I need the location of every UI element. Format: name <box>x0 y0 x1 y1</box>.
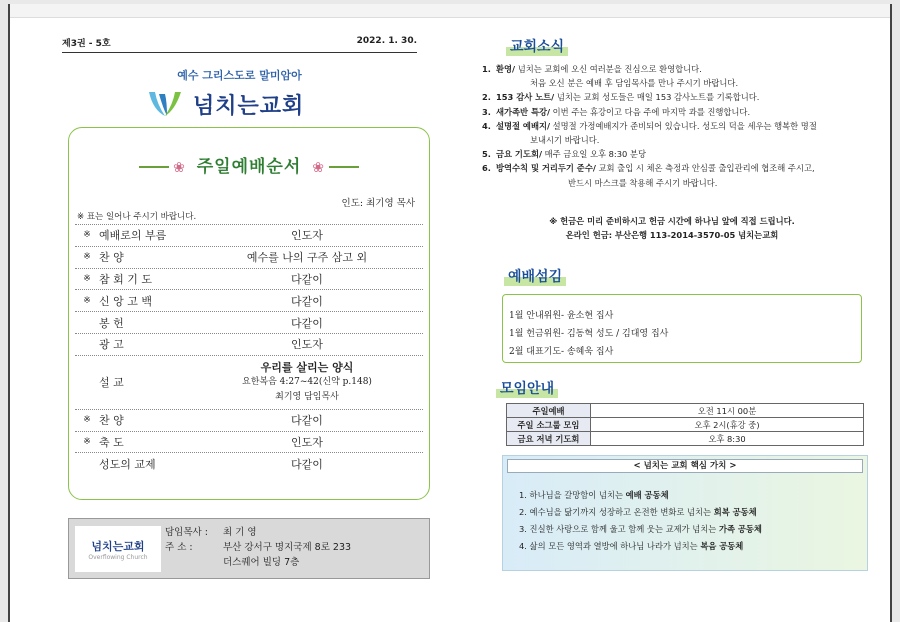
vine-right-icon <box>329 166 359 168</box>
address-label: 주 소 : <box>165 542 193 553</box>
order-item-content: 인도자 <box>291 338 323 352</box>
order-item-name: 신 앙 고 백 <box>99 294 152 308</box>
order-item-name: 성도의 교제 <box>99 457 156 471</box>
order-row <box>75 224 423 246</box>
order-row <box>75 333 423 355</box>
order-row <box>75 268 423 290</box>
vine-left-icon <box>139 166 169 168</box>
news-list <box>482 62 862 190</box>
news-head: 153 감사 노트/ <box>496 92 555 103</box>
address-line <box>165 540 351 555</box>
meetings-title: 모임안내 <box>496 378 558 398</box>
news-num: 1. <box>482 64 491 74</box>
flower-right-icon: ❀ <box>312 160 325 176</box>
order-row <box>75 431 423 453</box>
core-values-box <box>502 455 868 571</box>
order-item-name: 참 회 기 도 <box>99 272 152 286</box>
stand-mark: ※ <box>83 273 91 284</box>
list-item <box>519 538 867 555</box>
worship-order-title-wrap <box>69 152 429 177</box>
news-num: 2. <box>482 92 491 103</box>
order-item-name: 찬 양 <box>99 414 124 428</box>
value-keyword: 가족 공동체 <box>718 524 762 534</box>
stand-mark: ※ <box>83 415 91 426</box>
stand-mark: ※ <box>83 436 91 447</box>
stand-mark: ※ <box>83 252 91 263</box>
standing-note: ※ 표는 일어나 주시기 바랍니다. <box>77 212 197 222</box>
offering-note-1: ※ 헌금은 미리 준비하시고 헌금 시간에 하나님 앞에 직접 드립니다. <box>549 216 795 226</box>
news-text: 넘치는 교회 성도들은 매일 153 감사노트를 기록합니다. <box>556 92 760 103</box>
news-head: 금요 기도회/ <box>496 149 542 160</box>
pastor-line <box>165 525 351 540</box>
volume-number: 제3권 - 5호 <box>62 39 111 49</box>
meeting-name: 주일 소그룹 모임 <box>507 418 591 432</box>
news-head: 새가족반 특강/ <box>496 106 551 117</box>
order-item-content: 다같이 <box>291 457 323 471</box>
bulletin-page <box>8 4 892 622</box>
slogan: 예수 그리스도로 말미암아 <box>177 69 302 82</box>
stand-mark: ※ <box>83 295 91 306</box>
sermon-scripture: 요한복음 4:27~42(신약 p.148) <box>242 376 372 387</box>
duty-title: 예배섬김 <box>504 266 566 286</box>
order-item-content: 다같이 <box>291 272 323 286</box>
value-keyword: 회복 공동체 <box>713 507 757 517</box>
core-values-list <box>519 487 867 555</box>
news-cont: 보내시기 바랍니다. <box>530 135 600 146</box>
table-row <box>507 404 864 418</box>
badge-name: 넘치는교회 <box>91 539 145 553</box>
news-text: 이번 주는 휴강이고 다음 주에 마지막 과를 진행합니다. <box>552 106 751 117</box>
order-item-content: 다같이 <box>291 294 323 308</box>
value-text: 3. 진실한 사랑으로 함께 울고 함께 웃는 교제가 넘치는 <box>519 524 719 534</box>
news-text: 매주 금요일 오후 8:30 분당 <box>544 149 646 160</box>
order-item-name: 축 도 <box>99 435 124 449</box>
flower-left-icon: ❀ <box>173 160 186 176</box>
duty-line: 2월 대표기도- 송혜욱 집사 <box>509 347 614 357</box>
viewer-top-band <box>10 4 890 18</box>
list-item <box>519 504 867 521</box>
news-item <box>482 147 862 161</box>
order-row <box>75 246 423 268</box>
worship-order-title: 주일예배순서 <box>196 157 302 177</box>
order-row <box>75 452 423 474</box>
meeting-name: 주일예배 <box>507 404 591 418</box>
order-item-content: 다같이 <box>291 316 323 330</box>
value-text: 2. 예수님을 닮기까지 성장하고 온전한 변화로 넘치는 <box>519 507 714 517</box>
news-item <box>482 119 862 147</box>
news-item <box>482 161 862 189</box>
order-item-name: 설 교 <box>99 376 124 390</box>
meetings-table <box>506 403 864 446</box>
offering-note <box>482 214 862 242</box>
meeting-time: 오후 8:30 <box>591 432 864 446</box>
news-num: 6. <box>482 163 491 174</box>
duty-line: 1월 헌금위원- 김동혁 성도 / 김대영 집사 <box>509 329 669 339</box>
news-item <box>482 62 862 90</box>
news-head: 환영/ <box>496 64 516 74</box>
value-keyword: 복음 공동체 <box>700 541 744 551</box>
order-item-content: 예수를 나의 구주 삼고 외 <box>246 251 368 265</box>
order-item-name: 광 고 <box>99 338 124 352</box>
service-leader: 인도: 최기영 목사 <box>341 198 415 209</box>
news-num: 3. <box>482 106 491 117</box>
news-head: 설명절 예배지/ <box>496 120 551 131</box>
core-values-title: < 넘치는 교회 핵심 가치 > <box>507 459 863 473</box>
news-num: 4. <box>482 120 491 131</box>
bulletin-date: 2022. 1. 30. <box>356 36 417 46</box>
online-offering: 온라인 헌금: 부산은행 113-2014-3570-05 넘치는교회 <box>565 230 779 240</box>
table-row <box>507 432 864 446</box>
news-text: 설명절 가정예배지가 준비되어 있습니다. 성도의 덕을 세우는 행복한 명절 <box>552 120 817 131</box>
news-text: 교회 출입 시 체온 측정과 안심콜 출입관리에 협조해 주시고, <box>598 163 815 174</box>
order-item-content: 인도자 <box>291 435 323 449</box>
sermon-title: 우리를 살리는 양식 <box>260 360 354 374</box>
church-logo-icon <box>145 88 185 120</box>
order-row <box>75 311 423 333</box>
order-row <box>75 409 423 431</box>
order-row <box>75 289 423 311</box>
address-1: 부산 강서구 명지국제 8로 233 <box>223 542 352 553</box>
sermon-preacher: 최기영 담임목사 <box>275 391 339 402</box>
bulletin-header <box>62 36 417 53</box>
news-head: 방역수칙 및 거리두기 준수/ <box>496 163 596 174</box>
stand-mark: ※ <box>83 230 91 241</box>
pastor-name: 최 기 영 <box>223 527 257 538</box>
news-cont: 반드시 마스크를 착용해 주시기 바랍니다. <box>568 177 718 188</box>
order-item-name: 봉 헌 <box>99 316 124 330</box>
pastor-label: 담임목사 : <box>165 527 208 538</box>
news-item <box>482 105 862 119</box>
sermon-row <box>75 355 423 409</box>
value-text: 4. 삶의 모든 영역과 열방에 하나님 나라가 넘치는 <box>519 541 701 551</box>
value-text: 1. 하나님을 갈망함이 넘치는 <box>519 490 626 500</box>
meeting-time: 오전 11시 00분 <box>591 404 864 418</box>
list-item <box>519 487 867 504</box>
meeting-time: 오후 2시(휴강 중) <box>591 418 864 432</box>
order-item-content: 인도자 <box>291 229 323 243</box>
news-num: 5. <box>482 149 491 160</box>
news-item <box>482 90 862 104</box>
worship-order-box <box>68 127 430 500</box>
duty-box <box>502 294 862 363</box>
badge-subtitle: Overflowing Church <box>88 553 148 561</box>
meeting-name: 금요 저녁 기도회 <box>507 432 591 446</box>
order-item-name: 찬 양 <box>99 251 124 265</box>
order-list <box>75 224 423 474</box>
church-logo <box>145 87 304 121</box>
news-cont: 처음 오신 분은 예배 후 담임목사를 만나 주시기 바랍니다. <box>530 78 739 89</box>
list-item <box>519 521 867 538</box>
address-line-2: 더스퀘어 빌딩 7층 <box>223 557 300 568</box>
church-badge <box>75 526 161 572</box>
church-info-box <box>68 518 430 579</box>
news-title: 교회소식 <box>506 36 568 56</box>
duty-line: 1월 안내위원- 윤소현 집사 <box>509 311 614 321</box>
table-row <box>507 418 864 432</box>
church-name: 넘치는교회 <box>193 93 305 119</box>
news-text: 넘치는 교회에 오신 여러분을 진심으로 환영합니다. <box>517 64 702 74</box>
order-item-name: 예배로의 부름 <box>99 229 167 243</box>
value-keyword: 예배 공동체 <box>625 490 669 500</box>
order-item-content: 다같이 <box>291 414 323 428</box>
church-info-text <box>165 525 351 570</box>
sermon-details <box>191 360 423 405</box>
